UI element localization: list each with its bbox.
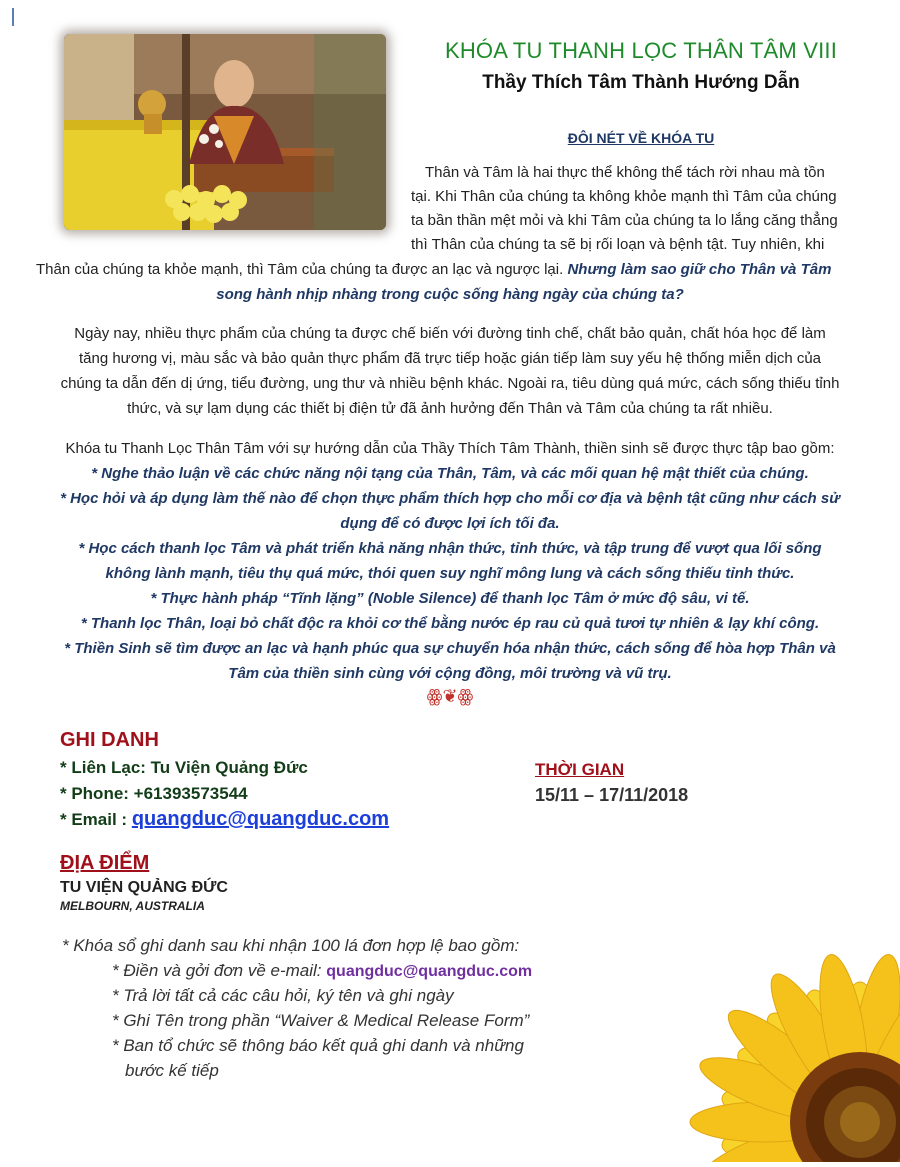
ornament-divider: ꙮ❦ꙮ bbox=[426, 686, 474, 706]
program-bullet-1: * Nghe thảo luận về các chức năng nội tạng của Thân, Tâm, và các mối quan hệ mật thiết của chúng. bbox=[91, 465, 809, 482]
intro-line-6: song hành nhịp nhàng trong cuộc sống hàng ngày của chúng ta? bbox=[216, 286, 684, 303]
notes-item-4-cont: bước kế tiếp bbox=[125, 1061, 219, 1080]
page-title: KHÓA TU THANH LỌC THÂN TÂM VIII bbox=[444, 38, 838, 63]
notes-item-2: * Trả lời tất cả các câu hỏi, ký tên và ghi ngày bbox=[112, 986, 454, 1005]
program-bullet-6-cont: Tâm của thiền sinh cùng với cộng đồng, môi trường và vũ trụ. bbox=[228, 665, 672, 682]
intro-line-5 bbox=[36, 259, 831, 281]
location-name: TU VIỆN QUẢNG ĐỨC bbox=[60, 879, 228, 896]
program-bullet-4: * Thực hành pháp “Tĩnh lặng” (Noble Silence) để thanh lọc Tâm ở mức độ sâu, vi tế. bbox=[150, 590, 750, 607]
section-heading: ĐÔI NÉT VỀ KHÓA TU bbox=[567, 130, 715, 146]
intro-line-3: ta bần thần mệt mỏi và khi Tâm của chúng ta lo lắng căng thẳng bbox=[411, 212, 838, 229]
notes-item-1-email[interactable]: quangduc@quangduc.com bbox=[326, 963, 533, 980]
intro-line-4: thì Thân của chúng ta sẽ bị rối loạn và bệnh tật. Tuy nhiên, khi bbox=[411, 236, 825, 253]
registration-email-link[interactable]: quangduc@quangduc.com bbox=[131, 808, 390, 830]
program-bullet-3-cont: không lành mạnh, tiêu thụ quá mức, thói quen suy nghĩ mông lung và cách sống thiếu tỉnh thức. bbox=[105, 565, 795, 582]
program-lead: Khóa tu Thanh Lọc Thân Tâm với sự hướng dẫn của Thầy Thích Tâm Thành, thiền sinh sẽ được thực tập bao gồm: bbox=[65, 440, 835, 457]
registration-email-label: * Email : bbox=[60, 810, 132, 829]
time-heading: THỜI GIAN bbox=[535, 760, 625, 779]
notes-item-3: * Ghi Tên trong phần “Waiver & Medical Release Form” bbox=[112, 1011, 530, 1030]
program-bullet-2: * Học hỏi và áp dụng làm thế nào để chọn thực phẩm thích hợp cho mỗi cơ địa và bệnh tật cũng như cách sử bbox=[60, 490, 840, 507]
program-bullet-5: * Thanh lọc Thân, loại bỏ chất độc ra khỏi cơ thể bằng nước ép rau củ quả tươi tự nhiên & lạy khí công. bbox=[80, 615, 820, 632]
intro-line-5-emphasis: Nhưng làm sao giữ cho Thân và Tâm bbox=[567, 261, 832, 278]
location-heading: ĐỊA ĐIỂM bbox=[60, 852, 150, 874]
program-bullet-3: * Học cách thanh lọc Tâm và phát triển khả năng nhận thức, tỉnh thức, và tập trung để vượt qua lối sống bbox=[78, 540, 822, 557]
notes-item-1 bbox=[112, 958, 532, 984]
paragraph2-line-1: Ngày nay, nhiều thực phẩm của chúng ta được chế biến với đường tinh chế, chất bảo quản, chất hóa học để làm bbox=[74, 325, 826, 342]
program-bullet-6: * Thiền Sinh sẽ tìm được an lạc và hạnh phúc qua sự chuyển hóa nhận thức, cách sống để hòa hợp Thân và bbox=[64, 640, 836, 657]
time-dates: 15/11 – 17/11/2018 bbox=[535, 785, 689, 805]
paragraph2-line-4: thức, và sự lạm dụng các thiết bị điện tử đã ảnh hưởng đến Thân và Tâm của chúng ta rất nhiều. bbox=[127, 400, 773, 417]
intro-line-1: Thân và Tâm là hai thực thể không thể tách rời nhau mà tồn bbox=[425, 164, 825, 181]
paragraph2-line-3: chúng ta dẫn đến dị ứng, tiểu đường, ung thư và nhiều bệnh khác. Ngoài ra, tiêu dùng quá mức, cách sống thiếu tỉnh bbox=[60, 375, 840, 392]
registration-heading: GHI DANH bbox=[60, 729, 159, 751]
text-cursor-mark bbox=[12, 8, 14, 26]
registration-email-row bbox=[60, 808, 389, 831]
location-city: MELBOURN, AUSTRALIA bbox=[60, 899, 205, 913]
page-subtitle: Thầy Thích Tâm Thành Hướng Dẫn bbox=[482, 72, 800, 93]
program-bullet-2-cont: dụng để có được lợi ích tối đa. bbox=[340, 515, 560, 532]
notes-item-4: * Ban tổ chức sẽ thông báo kết quả ghi danh và những bbox=[112, 1036, 524, 1055]
monk-speaking-photo bbox=[64, 34, 386, 230]
intro-line-2: tại. Khi Thân của chúng ta không khỏe mạnh thì Tâm của chúng bbox=[411, 188, 837, 205]
registration-phone: * Phone: +61393573544 bbox=[60, 784, 248, 803]
sunflower-image bbox=[680, 892, 900, 1162]
registration-contact: * Liên Lạc: Tu Viện Quảng Đức bbox=[60, 758, 308, 777]
notes-lead: * Khóa sổ ghi danh sau khi nhận 100 lá đơn hợp lệ bao gồm: bbox=[62, 936, 520, 955]
paragraph2-line-2: tăng hương vị, màu sắc và bảo quản thực phẩm đã trực tiếp hoặc gián tiếp làm suy yếu hệ thống miễn dịch của bbox=[78, 350, 822, 367]
notes-item-1-text: * Điền và gởi đơn về e-mail: bbox=[112, 961, 327, 980]
intro-line-5-plain: Thân của chúng ta khỏe mạnh, thì Tâm của chúng ta được an lạc và ngược lại. bbox=[36, 261, 568, 278]
